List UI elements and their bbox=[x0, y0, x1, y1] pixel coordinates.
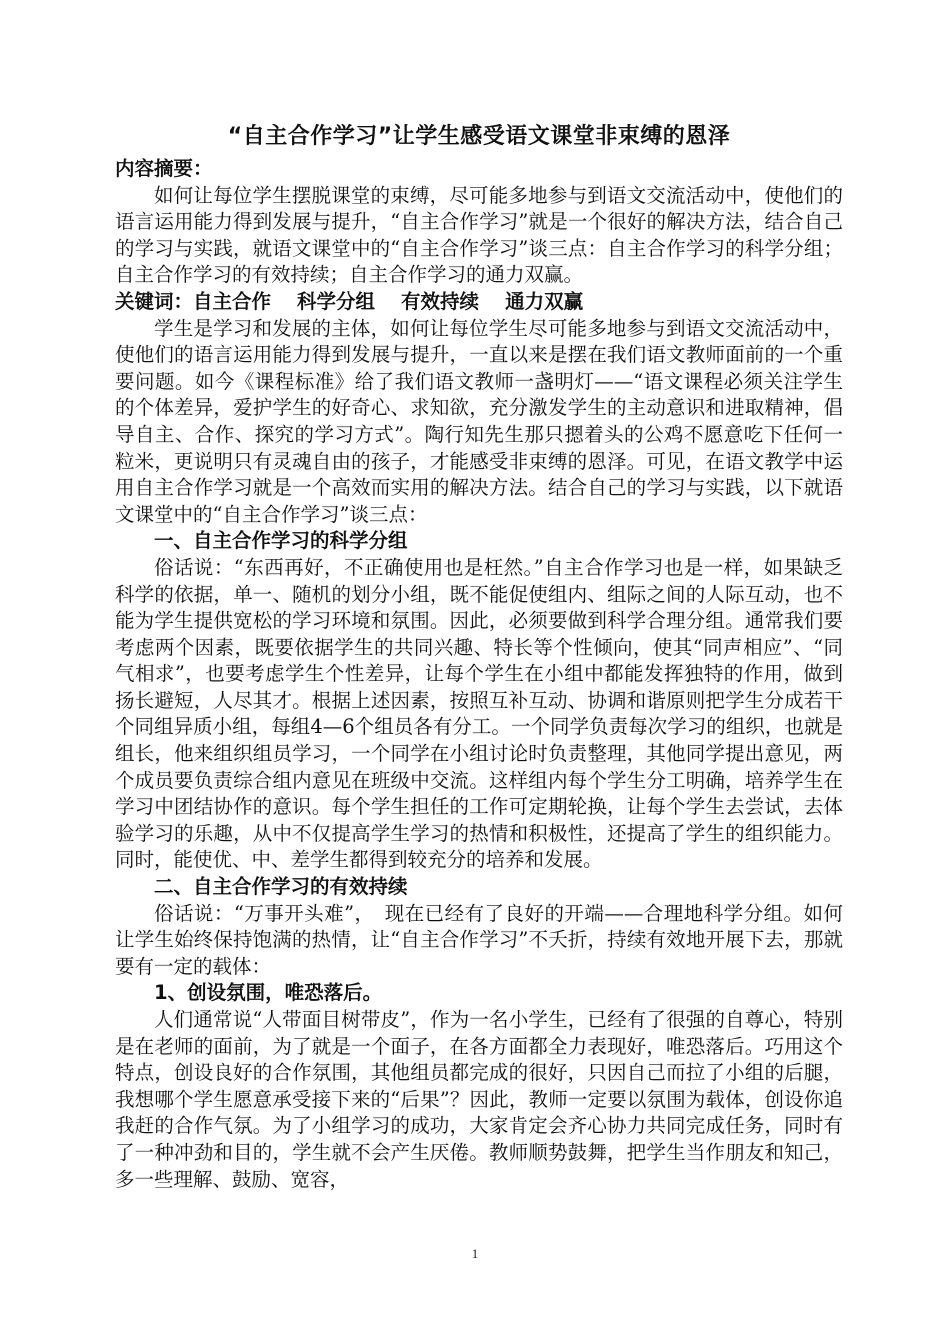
keywords-line bbox=[115, 289, 843, 316]
section-heading: 二、自主合作学习的有效持续 bbox=[154, 875, 408, 899]
abstract-label: 内容摘要： bbox=[115, 157, 213, 180]
keyword: 自主合作 bbox=[193, 289, 272, 313]
section-paragraph: 俗话说：“万事开头难”， 现在已经有了良好的开端——合理地科学分组。如何让学生始终保持饱满的热情，让“自主合作学习”不夭折，持续有效地开展下去，那就要有一定的载体： bbox=[115, 901, 843, 978]
page-number: 1 bbox=[471, 1246, 479, 1261]
subsection-heading: 1、创设氛围，唯恐落后。 bbox=[154, 981, 383, 1005]
keyword: 有效持续 bbox=[401, 289, 480, 313]
subsection-paragraph: 人们通常说“人带面目树带皮”，作为一名小学生，已经有了很强的自尊心，特别是在老师的面前，为了就是一个面子，在各方面都全力表现好，唯恐落后。巧用这个特点，创设良好的合作氛围，其他组员都完成的很好，只因自己而拉了小组的后腿，我想哪个学生愿意承受接下来的“后果”？因此，教师一定要以氛围为载体，创设你追我赶的合作气氛。为了小组学习的成功，大家肯定会齐心协力共同完成任务，同时有了一种冲劲和目的，学生就不会产生厌倦。教师顺势鼓舞，把学生当作朋友和知己，多一些理解、鼓励、宽容， bbox=[115, 1008, 843, 1191]
document-title: “自主合作学习”让学生感受语文课堂非束缚的恩泽 bbox=[227, 124, 731, 149]
keyword: 科学分组 bbox=[297, 289, 376, 313]
section-paragraph: 俗话说：“东西再好，不正确使用也是枉然。”自主合作学习也是一样，如果缺乏科学的依据，单一、随机的划分小组，既不能促使组内、组际之间的人际互动，也不能为学生提供宽松的学习环境和氛围。因此，必须要做到科学合理分组。通常我们要考虑两个因素，既要依据学生的共同兴趣、特长等个性倾向，使其“同声相应”、“同气相求”，也要考虑学生个性差异，让每个学生在小组中都能发挥独特的作用，做到扬长避短，人尽其才。根据上述因素，按照互补互动、协调和谐原则把学生分成若干个同组异质小组，每组4—6个组员各有分工。一个同学负责每次学习的组织，也就是组长，他来组织组员学习，一个同学在小组讨论时负责整理，其他同学提出意见，两个成员要负责综合组内意见在班级中交流。这样组内每个学生分工明确，培养学生在学习中团结协作的意识。每个学生担任的工作可定期轮换，让每个学生去尝试，去体验学习的乐趣，从中不仅提高学生学习的热情和积极性，还提高了学生的组织能力。同时，能使优、中、差学生都得到较充分的培养和发展。 bbox=[115, 555, 843, 872]
keywords-label: 关键词： bbox=[115, 289, 194, 313]
intro-paragraph: 学生是学习和发展的主体，如何让每位学生尽可能多地参与到语文交流活动中，使他们的语言运用能力得到发展与提升，一直以来是摆在我们语文教师面前的一个重要问题。如今《课程标准》给了我们语文教师一盏明灯——“语文课程必须关注学生的个体差异，爱护学生的好奇心、求知欲，充分激发学生的主动意识和进取精神，倡导自主、合作、探究的学习方式”。陶行知先生那只摁着头的公鸡不愿意吃下任何一粒米，更说明只有灵魂自由的孩子，才能感受非束缚的恩泽。可见，在语文教学中运用自主合作学习就是一个高效而实用的解决方法。结合自己的学习与实践，以下就语文课堂中的“自主合作学习”谈三点： bbox=[115, 316, 843, 526]
document-body bbox=[115, 122, 843, 1193]
section-heading: 一、自主合作学习的科学分组 bbox=[154, 529, 408, 553]
abstract-text: 如何让每位学生摆脱课堂的束缚，尽可能多地参与到语文交流活动中，使他们的语言运用能力得到发展与提升，“自主合作学习”就是一个很好的解决方法，结合自己的学习与实践，就语文课堂中的“自主合作学习”谈三点：自主合作学习的科学分组；自主合作学习的有效持续；自主合作学习的通力双赢。 bbox=[115, 183, 843, 287]
keyword: 通力双赢 bbox=[505, 289, 584, 313]
